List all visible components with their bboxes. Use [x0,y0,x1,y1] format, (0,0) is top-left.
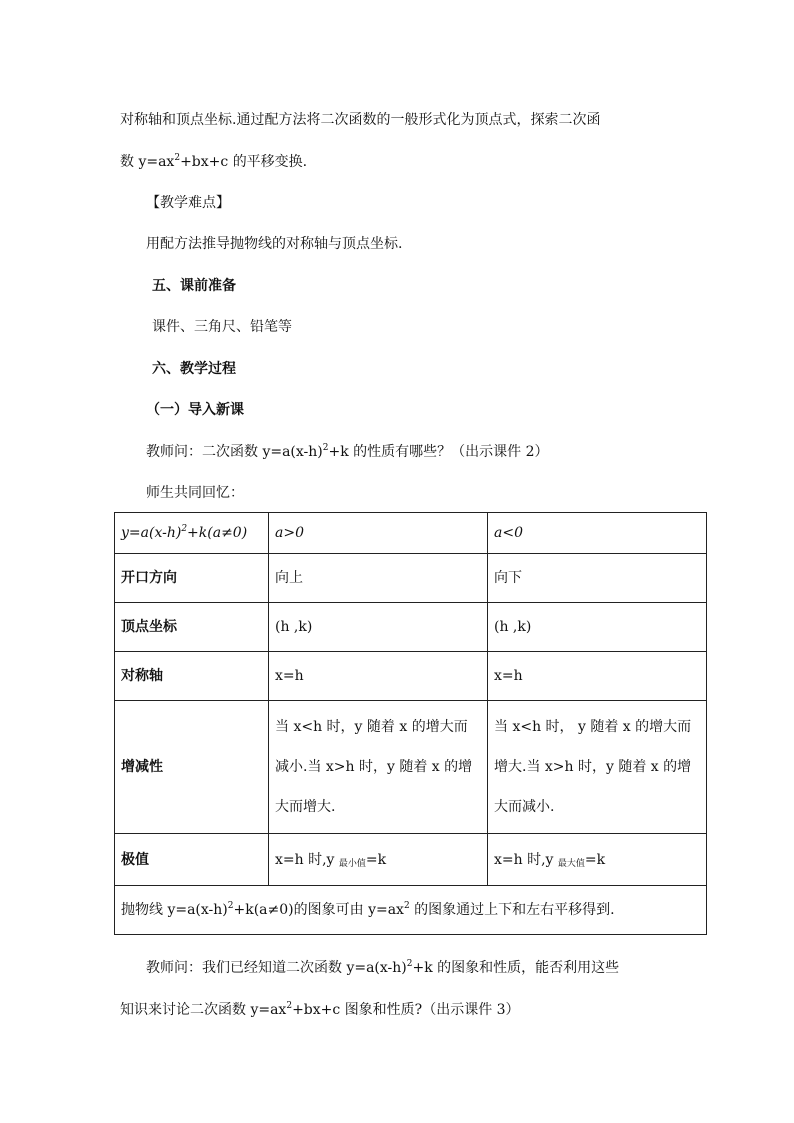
intro-line-1: 对称轴和顶点坐标.通过配方法将二次函数的一般形式化为顶点式，探索二次函 [120,112,601,128]
followup-line-2 [120,1000,520,1020]
monotonicity-row [115,701,707,834]
superscript: 2 [286,1001,293,1011]
followup-line-1 [146,958,619,978]
superscript: 2 [174,153,181,163]
extreme-positive [269,834,488,886]
text-line: 当 x<h 时，y 随着 x 的增大而 [275,719,468,735]
superscript: 2 [406,959,413,969]
header-formula-post: +k(a≠0) [187,525,248,541]
header-a-negative: a<0 [488,513,707,554]
footer-pre: 抛物线 y=a(x-h) [121,902,228,918]
prep-text: 课件、三角尺、铅笔等 [152,319,292,335]
superscript: 2 [227,901,234,911]
intro-line-2-post: +bx+c 的平移变换. [180,154,308,170]
header-a-positive: a>0 [269,513,488,554]
row-label: 对称轴 [115,652,269,701]
extreme-post: =k [584,851,606,868]
row-label: 增减性 [115,701,269,834]
process-heading: 六、教学过程 [152,361,236,377]
superscript: 2 [322,443,329,453]
question-1-post: +k 的性质有哪些？（出示课件 2） [328,444,549,460]
extreme-post: =k [365,851,387,868]
text-line: 当 x<h 时， y 随着 x 的增大而 [494,719,692,735]
table-header-row [115,513,707,554]
extreme-negative [488,834,707,886]
row-negative-value: 向下 [488,554,707,603]
followup-2-pre: 知识来讨论二次函数 y=ax [120,1002,287,1018]
question-1-pre: 教师问：二次函数 y=a(x-h) [146,444,323,460]
subscript: 最小值 [338,858,366,869]
teacher-question-1 [146,442,549,462]
row-positive-value: (h ,k) [269,603,488,652]
header-formula-pre: y=a(x-h) [121,525,182,541]
extreme-pre: x=h 时,y [494,851,558,868]
row-label: 顶点坐标 [115,603,269,652]
text-line: 大而减小. [494,799,555,815]
row-label: 开口方向 [115,554,269,603]
table-footer-cell [115,886,707,935]
superscript: 2 [403,901,410,911]
prep-heading: 五、课前准备 [152,278,236,294]
extreme-pre: x=h 时,y [275,851,339,868]
superscript: 2 [181,524,188,534]
subscript: 最大值 [557,858,585,869]
monotonicity-negative [488,701,707,834]
process-subheading: （一）导入新课 [146,402,244,418]
table-row [115,603,707,652]
monotonicity-positive [269,701,488,834]
row-negative-value: (h ,k) [488,603,707,652]
row-negative-value: x=h [488,652,707,701]
text-line: 大而增大. [275,799,336,815]
row-label: 极值 [115,834,269,886]
header-formula-cell [115,513,269,554]
text-line: 增大.当 x>h 时，y 随着 x 的增 [494,759,692,775]
row-positive-value: 向上 [269,554,488,603]
followup-2-post: +bx+c 图象和性质?（出示课件 3） [292,1002,520,1018]
text-line: 减小.当 x>h 时，y 随着 x 的增 [275,759,473,775]
intro-line-2 [120,152,307,172]
footer-mid: +k(a≠0)的图象可由 y=ax [233,902,404,918]
recall-text: 师生共同回忆： [146,485,244,501]
intro-line-2-pre: 数 y=ax [120,154,175,170]
properties-table [114,512,707,935]
table-row [115,554,707,603]
footer-post: 的图象通过上下和左右平移得到. [409,902,615,918]
difficulty-heading: 【教学难点】 [146,195,230,211]
extreme-value-row [115,834,707,886]
followup-1-pre: 教师问：我们已经知道二次函数 y=a(x-h) [146,960,407,976]
row-positive-value: x=h [269,652,488,701]
table-row [115,652,707,701]
table-footer-row [115,886,707,935]
difficulty-text: 用配方法推导抛物线的对称轴与顶点坐标. [146,236,403,252]
followup-1-post: +k 的图象和性质，能否利用这些 [412,960,620,976]
